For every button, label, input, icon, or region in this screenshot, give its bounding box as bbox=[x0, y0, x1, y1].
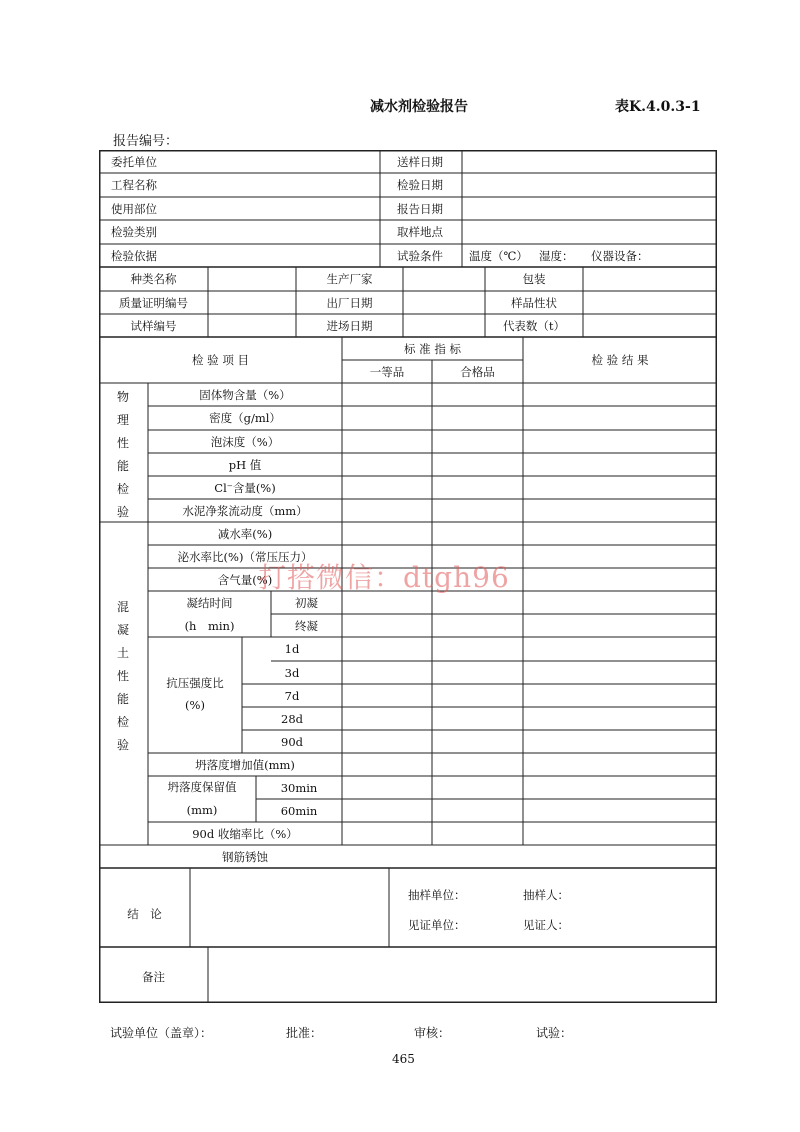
inspect-type-label: 检验类别 bbox=[111, 225, 157, 239]
send-date-label: 送样日期 bbox=[397, 155, 443, 169]
remarks-label: 备注 bbox=[142, 970, 165, 984]
out-date-label: 出厂日期 bbox=[326, 296, 373, 310]
grade1-header: 一等品 bbox=[369, 365, 405, 379]
density-label: 密度（g/ml） bbox=[209, 411, 281, 425]
test-condition-label: 试验条件 bbox=[397, 249, 443, 263]
in-date-label: 进场日期 bbox=[326, 319, 373, 333]
page-number: 465 bbox=[392, 1052, 415, 1066]
inspect-date-label: 检验日期 bbox=[397, 178, 443, 192]
corrosion-label: 钢筋锈蚀 bbox=[222, 850, 268, 864]
package-label: 包装 bbox=[522, 272, 546, 286]
tester-label: 试验： bbox=[536, 1026, 573, 1040]
slump-60min: 60min bbox=[280, 804, 318, 818]
basis-label: 检验依据 bbox=[111, 249, 157, 263]
state-label: 样品性状 bbox=[511, 296, 557, 310]
lab-stamp-label: 试验单位（盖章）： bbox=[110, 1026, 213, 1040]
maker-label: 生产厂家 bbox=[326, 272, 373, 286]
cert-label: 质量证明编号 bbox=[119, 296, 188, 310]
slump-retention-unit: (mm) bbox=[186, 803, 218, 817]
sample-unit-label: 抽样单位： bbox=[408, 888, 466, 902]
age-7d: 7d bbox=[284, 689, 300, 703]
equipment-label: 仪器设备： bbox=[591, 249, 649, 263]
concrete-group-label: 混凝土性能检验 bbox=[116, 600, 129, 752]
age-1d: 1d bbox=[284, 642, 300, 656]
kind-label: 种类名称 bbox=[130, 272, 177, 286]
slump-30min: 30min bbox=[280, 781, 318, 795]
client-label: 委托单位 bbox=[111, 155, 157, 169]
watermark: 打搭微信：dtgh96 bbox=[258, 561, 510, 594]
witness-unit-label: 见证单位： bbox=[408, 918, 466, 932]
final-set-label: 终凝 bbox=[295, 619, 318, 633]
compressive-ratio-unit: (%) bbox=[185, 698, 205, 712]
sample-place-label: 取样地点 bbox=[397, 225, 443, 239]
physical-group-label: 物理性能检验 bbox=[116, 390, 129, 519]
set-time-label: 凝结时间 bbox=[186, 596, 233, 610]
set-time-unit: (h min) bbox=[184, 619, 235, 633]
approve-label: 批准： bbox=[286, 1026, 323, 1040]
water-reduction-label: 减水率(%) bbox=[217, 527, 273, 541]
project-label: 工程名称 bbox=[111, 178, 157, 192]
initial-set-label: 初凝 bbox=[295, 596, 318, 610]
fluidity-label: 水泥净浆流动度（mm） bbox=[182, 504, 308, 518]
conclusion-label: 结 论 bbox=[127, 907, 162, 921]
slump-increase-label: 坍落度增加值(mm) bbox=[195, 758, 295, 772]
age-3d: 3d bbox=[284, 666, 300, 680]
temperature-label: 温度（℃） bbox=[469, 249, 528, 263]
qualified-header: 合格品 bbox=[460, 365, 495, 379]
report-title: 减水剂检验报告 bbox=[370, 99, 468, 115]
humidity-label: 湿度： bbox=[539, 249, 574, 263]
sampler-label: 抽样人： bbox=[523, 888, 569, 902]
item-header: 检 验 项 目 bbox=[192, 353, 249, 367]
bleeding-label: 泌水率比(%)（常压压力） bbox=[177, 550, 313, 564]
slump-retention-label: 坍落度保留值 bbox=[167, 780, 237, 794]
standard-header: 标 准 指 标 bbox=[404, 342, 461, 356]
review-label: 审核： bbox=[414, 1026, 451, 1040]
sample-no-label: 试样编号 bbox=[130, 319, 177, 333]
age-90d: 90d bbox=[281, 735, 303, 749]
report-number-label: 报告编号： bbox=[113, 134, 179, 149]
witness-label: 见证人： bbox=[523, 918, 569, 932]
table-number: 表K.4.0.3-1 bbox=[615, 99, 701, 115]
result-header: 检 验 结 果 bbox=[591, 353, 649, 367]
air-content-label: 含气量(%) bbox=[217, 573, 273, 587]
foam-label: 泡沫度（%） bbox=[210, 435, 280, 449]
solid-content-label: 固体物含量（%） bbox=[199, 388, 291, 402]
ph-label: pH 值 bbox=[228, 458, 262, 472]
compressive-ratio-label: 抗压强度比 bbox=[166, 676, 224, 690]
qty-label: 代表数（t） bbox=[502, 319, 566, 333]
chloride-label: Cl⁻含量(%) bbox=[214, 481, 276, 495]
age-28d: 28d bbox=[281, 712, 303, 726]
shrinkage-label: 90d 收缩率比（%） bbox=[192, 827, 298, 841]
report-date-label: 报告日期 bbox=[397, 202, 443, 216]
usage-label: 使用部位 bbox=[111, 202, 157, 216]
